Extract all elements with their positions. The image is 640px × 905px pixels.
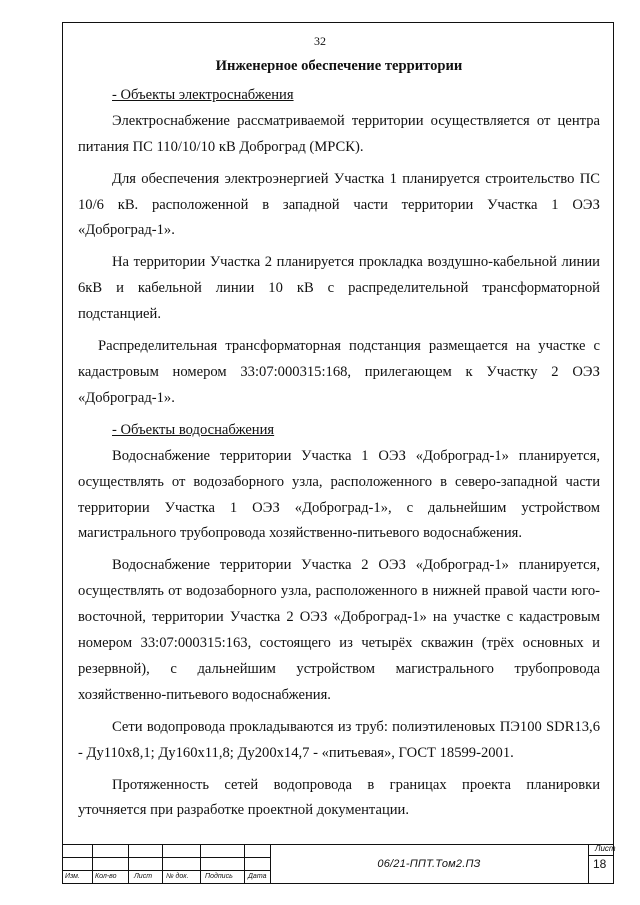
stamp-label-izm: Изм. (65, 873, 80, 880)
stamp-col-line (92, 844, 93, 884)
water-title-text: - Объекты водоснабжения (112, 421, 275, 438)
stamp-col-line (162, 844, 163, 884)
power-paragraph-2: Для обеспечения электроэнергией Участка 1 планируется строительство ПС 10/6 кВ. расположенной в западной части территории Участка 1 ОЭЗ «Доброград-1». (78, 170, 600, 239)
stamp-col-line (200, 844, 201, 884)
power-title-text: - Объекты электроснабжения (112, 86, 294, 103)
page-heading: Инженерное обеспечение территории (215, 58, 463, 74)
water-section-title (78, 418, 600, 444)
document-code: 06/21-ППТ.Том2.ПЗ (377, 858, 481, 870)
stamp-top-line (62, 844, 614, 845)
stamp-col-line (244, 844, 245, 884)
power-paragraph-4: Распределительная трансформаторная подстанция размещается на участке с кадастровым номером 33:07:000315:168, прилегающем к Участку 2 ОЭЗ «Доброград-1». (78, 338, 600, 406)
water-paragraph-1: Водоснабжение территории Участка 1 ОЭЗ «Доброград-1» планируется, осуществлять от водозаборного узла, расположенного в северо-западной части территории Участка 1 ОЭЗ «Доброград-1», с дальнейшим устройством магистрального трубопровода хозяйственно-питьевого водоснабжения. (78, 447, 600, 542)
title-block (62, 844, 614, 884)
stamp-label-doc: № док. (166, 873, 189, 880)
stamp-label-date: Дата (248, 873, 267, 880)
stamp-label-list: Лист (134, 873, 153, 880)
stamp-col-line (588, 844, 589, 884)
page-content (78, 54, 600, 824)
stamp-label-sign: Подпись (205, 873, 233, 880)
stamp-col-line (128, 844, 129, 884)
water-paragraph-2: Водоснабжение территории Участка 2 ОЭЗ «Доброград-1» планируется, осуществлять от водозаборного узла, расположенного в нижней правой части юго-восточной, территории Участка 2 ОЭЗ «Доброград-1» на участке с кадастровым номером 33:07:000315:163, состоящего из четырёх скважин (трёх основных и резервной), с дальнейшим устройством магистрального трубопровода хозяйственно-питьевого водоснабжения. (78, 557, 600, 703)
page-number: 32 (314, 34, 326, 48)
water-paragraph-3: Сети водопровода прокладываются из труб: полиэтиленовых ПЭ100 SDR13,6 - Ду110х8,1; Ду160х11,8; Ду200х14,7 - «питьевая», ГОСТ 18599-2001. (78, 718, 600, 761)
stamp-sheet-line (588, 855, 614, 856)
sheet-number: 18 (593, 857, 607, 871)
power-paragraph-1: Электроснабжение рассматриваемой территории осуществляется от центра питания ПС 110/10/10 кВ Доброград (МРСК). (78, 112, 600, 155)
sheet-label: Лист (595, 844, 616, 853)
power-paragraph-3: На территории Участка 2 планируется прокладка воздушно-кабельной линии 6кВ и кабельной линии 10 кВ с распределительной трансформаторной подстанцией. (78, 254, 600, 323)
stamp-row-line (62, 870, 270, 871)
water-paragraph-4: Протяженность сетей водопровода в границах проекта планировки уточняется при разработке проектной документации. (78, 776, 600, 819)
power-section-title (78, 83, 600, 109)
stamp-row-line (62, 857, 270, 858)
stamp-label-kol: Кол-во (95, 873, 117, 880)
